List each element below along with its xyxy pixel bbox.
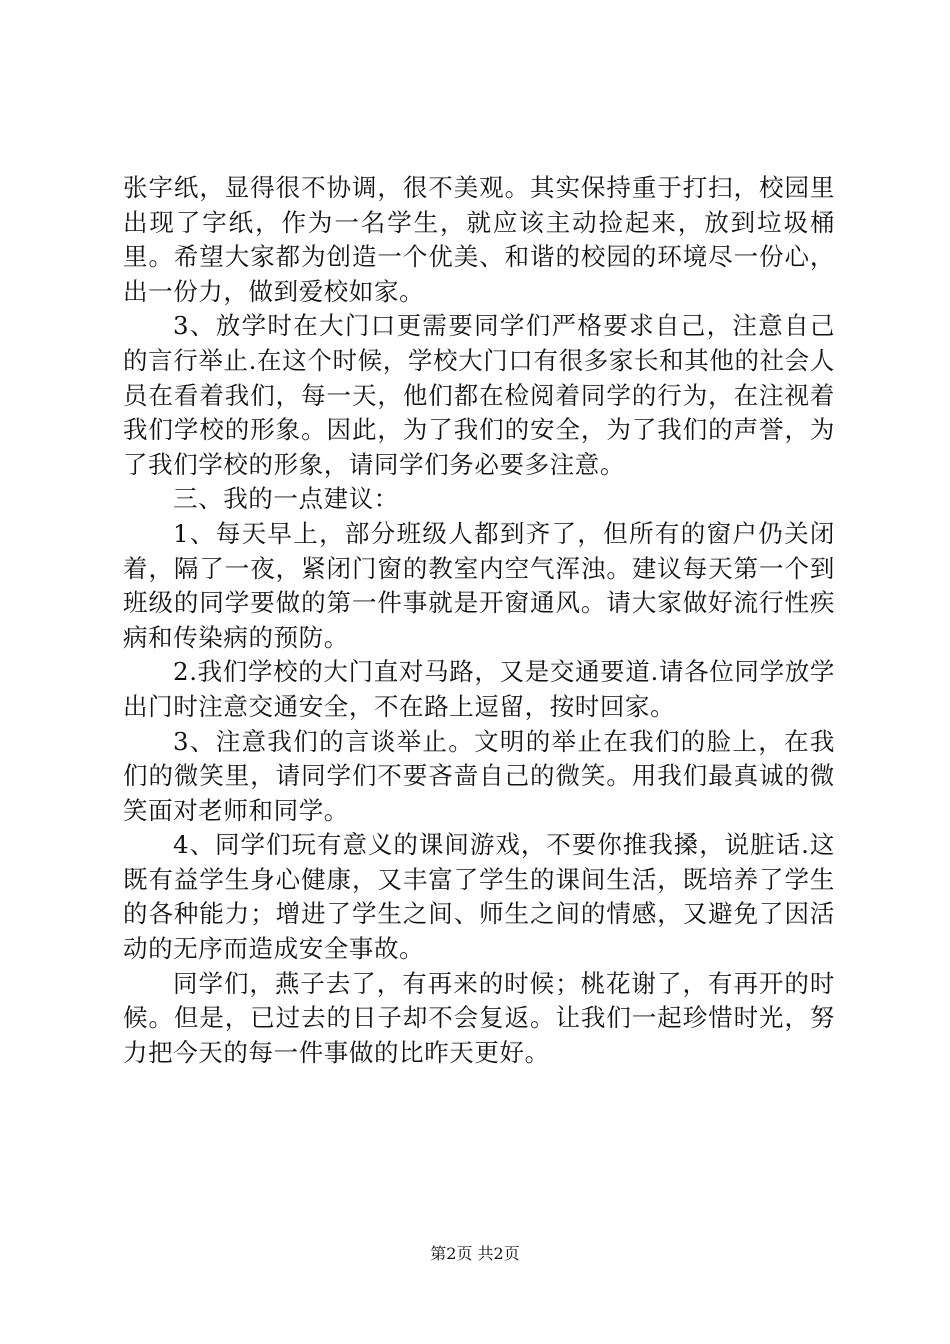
paragraph-closing: 同学们，燕子去了，有再来的时候；桃花谢了，有再开的时候。但是，已过去的日子却不会复返。让我们一起珍惜时光，努力把今天的每一件事做的比昨天更好。 <box>123 968 835 1067</box>
paragraph-suggestion-2: 2.我们学校的大门直对马路，又是交通要道.请各位同学放学出门时注意交通安全，不在路上逗留，按时回家。 <box>123 657 835 721</box>
paragraph-suggestion-3: 3、注意我们的言谈举止。文明的举止在我们的脸上，在我们的微笑里，请同学们不要吝啬自己的微笑。用我们最真诚的微笑面对老师和同学。 <box>123 726 835 825</box>
paragraph-dismissal-conduct: 3、放学时在大门口更需要同学们严格要求自己，注意自己的言行举止.在这个时候，学校大门口有很多家长和其他的社会人员在看着我们，每一天，他们都在检阅着同学的行为，在注视着我们学校的形象。因此，为了我们的安全，为了我们的声誉，为了我们学校的形象，请同学们务必要多注意。 <box>123 311 835 479</box>
paragraph-continuation: 张字纸，显得很不协调，很不美观。其实保持重于打扫，校园里出现了字纸，作为一名学生，就应该主动捡起来，放到垃圾桶里。希望大家都为创造一个优美、和谐的校园的环境尽一份心，出一份力，做到爱校如家。 <box>123 173 835 306</box>
paragraph-suggestion-1: 1、每天早上，部分班级人都到齐了，但所有的窗户仍关闭着，隔了一夜，紧闭门窗的教室内空气浑浊。建议每天第一个到班级的同学要做的第一件事就是开窗通风。请大家做好流行性疾病和传染病的预防。 <box>123 518 835 652</box>
section-heading-suggestions: 三、我的一点建议： <box>173 484 399 514</box>
paragraph-suggestion-4: 4、同学们玩有意义的课间游戏，不要你推我搡，说脏话.这既有益学生身心健康，又丰富了学生的课间生活，既培养了学生的各种能力；增进了学生之间、师生之间的情感，又避免了因活动的无序而造成安全事故。 <box>123 830 835 964</box>
document-body <box>123 171 835 1070</box>
page-footer: 第2页 共2页 <box>430 1244 520 1263</box>
